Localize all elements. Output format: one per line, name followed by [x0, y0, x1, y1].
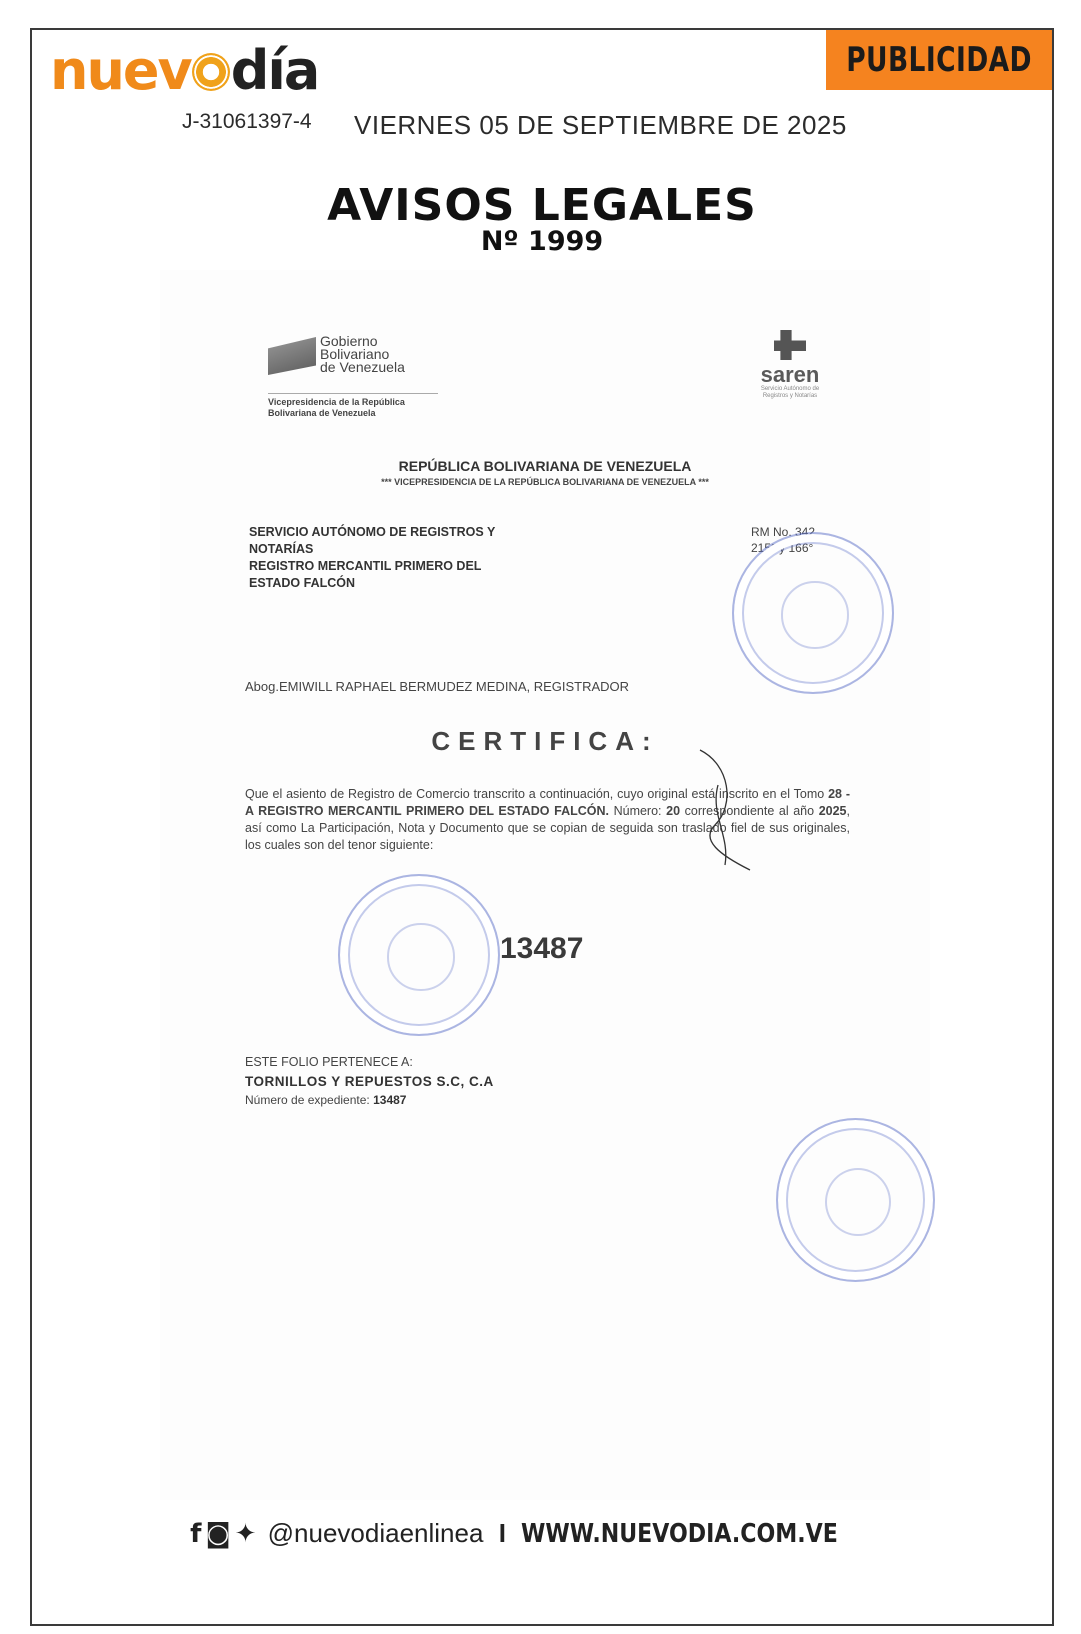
saren-cross-icon	[774, 330, 806, 360]
republic-heading: REPÚBLICA BOLIVARIANA DE VENEZUELA	[398, 458, 692, 474]
official-seal-top	[732, 532, 894, 694]
publication-date: VIERNES 05 DE SEPTIEMBRE DE 2025	[354, 110, 847, 140]
sun-icon	[192, 53, 230, 91]
rm-block: RM No. 342 215° y 166°	[751, 525, 816, 555]
registrar-line: Abog.EMIWILL RAPHAEL BERMUDEZ MEDINA, REGISTRADOR	[245, 679, 630, 694]
facebook-icon: f	[190, 1519, 202, 1549]
issue-number: Nº 1999	[480, 226, 604, 257]
office-block: SERVICIO AUTÓNOMO DE REGISTROS Y NOTARÍAS REGISTRO MERCANTIL PRIMERO DEL ESTADO FALCÓN	[249, 525, 496, 590]
section-title: AVISOS LEGALES	[327, 180, 757, 231]
folio-number: 13487	[500, 932, 584, 965]
saren-logo: saren Servicio Autónomo de Registros y Notarías	[750, 330, 830, 400]
instagram-icon: ◙	[205, 1519, 231, 1549]
rif-number: J-31061397-4	[182, 110, 312, 133]
footer	[32, 1518, 1052, 1549]
official-seal-bottom	[776, 1118, 935, 1282]
vicepresidencia-heading: *** VICEPRESIDENCIA DE LA REPÚBLICA BOLIVARIANA DE VENEZUELA ***	[381, 477, 709, 487]
certifica-heading: CERTIFICA:	[431, 726, 659, 756]
footer-separator: I	[498, 1518, 506, 1548]
legal-document: Gobierno Bolivariano de Venezuela Vicepresidencia de la República Bolivariana de Venezuela saren Servicio Autónomo de Registros y Notarías REPÚBLICA BOLIVARIANA DE VENEZUELA *** VICEPRESIDENCIA DE LA REPÚBLICA BOLIVARIANA DE VENEZUELA *** SERVICIO AUTÓNOMO DE REGISTROS Y NOTARÍAS REGISTRO MERCANTIL PRIMERO DEL ESTADO FALCÓN RM No. 342 215° y 166° Abog.EMIWILL RAPHAEL BERMUDEZ MEDINA, REGISTRADOR CERTIFICA: Que el asiento de Registro de Comercio transcrito a continuación, cuyo original está inscrito en el Tomo 28 - A REGISTRO MERCANTIL PRIMERO DEL ESTADO FALCÓN. Número: 20 correspondiente al año 2025, así como La Participación, Nota y Documento que se copian de seguida son traslado fiel de sus originales, los cuales son del tenor siguiente: 13487 ESTE FOLIO PERTENECE A: TORNILLOS Y REPUESTOS S.C, C.A Número de expediente: 13487	[160, 270, 930, 1500]
certification-text: Que el asiento de Registro de Comercio transcrito a continuación, cuyo original está inscrito en el Tomo 28 - A REGISTRO MERCANTIL PRIMERO DEL ESTADO FALCÓN. Número: 20 correspondiente al año 2025, así como La Participación, Nota y Documento que se copian de seguida son traslado fiel de sus originales, los cuales son del tenor siguiente:	[245, 787, 850, 852]
company-name: TORNILLOS Y REPUESTOS S.C, C.A	[245, 1074, 494, 1089]
nuevodia-logo: nuev día	[50, 39, 319, 102]
website-link: WWW.NUEVODIA.COM.VE	[521, 1519, 838, 1549]
expediente-line: Número de expediente: 13487	[245, 1093, 407, 1107]
social-handle: @nuevodiaenlinea	[267, 1518, 484, 1548]
signature	[690, 745, 760, 875]
official-seal-middle	[338, 874, 500, 1036]
publicidad-badge: PUBLICIDAD	[826, 30, 1052, 90]
twitter-icon: ✦	[234, 1519, 257, 1549]
flag-icon	[268, 337, 316, 375]
folio-label: ESTE FOLIO PERTENECE A:	[245, 1055, 413, 1069]
page-frame	[30, 28, 1054, 1626]
